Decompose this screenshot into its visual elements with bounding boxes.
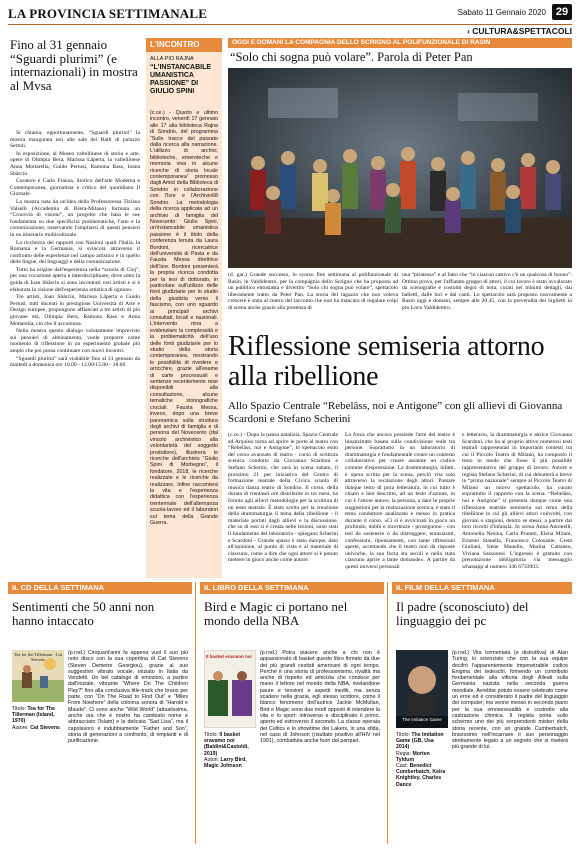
incontro-tag: L'INCONTRO (146, 38, 222, 52)
column-divider (387, 582, 388, 844)
theater-kicker: OGGI E DOMANI LA COMPAGNIA DELLO SCRIGNO AL POLIFUNZIONALE DI RASIN (228, 38, 572, 48)
main-article-deck: Allo Spazio Centrale “Rebelâss, noi e Antigone” con gli allievi di Giovanna Scardoni e Stefano Scherini (228, 400, 563, 425)
film-review-body: (p.rod.) Vita tormentata (e distruttiva) di Alan Turing, lo scienziato che con la sua equipe decifrò l'apparentemente impenetrabile codice Enigma dei tedeschi, fornendo un contributo fondamentale alla vittoria degli Alleati sulla Germania nazista nella seconda guerra mondiale. Avrebbe potuto essere celebrato come un eroe ed è considerato il padre del linguaggio dei computer; ma venne messo in secondo piano per la sua omosessualità e costretto alla castrazione chimica. Il regista porta sullo schermo uno dei più sorprendenti misteri della storia recente, con un grande Cumberbatch, bravissimo nell'incarnare il suo personaggio strettamente legato a un segreto che si rivelerà più grande di lui. (452, 650, 568, 751)
book-cover (204, 650, 256, 728)
main-article-column-3: e letterario, la drammaturgia e attrice Giovanna Scardoni, che ha al proprio attivo numerosi testi teatrali rappresentati in importanti contesti tra cui il Piccolo Teatro di Milano, ha composto il testo in modo che fosse il più possibile rappresentativo del gruppo di lavoro. Autore e regista Stefano Scherini, di cui debutterà a breve in “prima nazionale” sempre al Piccolo Teatro di Milano un nuovo spettacolo, ha curato soprattutto il rapporto con la scena. “Rebelâss, noi e Antigone” si presenta dunque come una riflessione teatrale semiseria sul tema della ribellione in cui gli allievi attori coinvolti, con giovani o stagioni, dentro se stessi, a partire dai loro ricordi d'infanzia. In scena Anna Antonelli, Antonella Nesina, Carla Pruneti, Elena Milani, Ernesto Stanella, Francesco Colosante, Greta Giuliani, Irene Manello, Marina Cattaneo, Viviana Sassonesi. L'ingresso è gratuito con prenotazione obbligatoria via messaggio whatsapp al numero 346 6733903. (462, 432, 572, 570)
film-meta-title: The Imitation Game (GB, Usa 2014) (396, 732, 444, 751)
stage-photo-image (228, 68, 572, 268)
incontro-kicker: ALLA PIO RAJNA (150, 56, 194, 62)
theater-caption-right-text: una “piratessa” e al fatto che “in ciascun cattivo c'è un qualcosa di buono”. Ottimo prova, per l'affiatato gruppo di attori, il cui lavoro è stato avvalorato da scenografie e costumi degni di nota, curati nei minimi dettagli, dai balletti, dalle luci e dai canti. Lo spettacolo sarà proposto nuovamente a Rasin oggi e domani, sempre alle 20.45, con la prevendita dei biglietti in pro Loco Valdidentro. (402, 272, 572, 311)
cd-review-body: (p.rod.) Cinquant'anni fa appena vuol il suo più noto disco con la sua copertina di Cat Stevens (Steven Demetre Georgiou), grazie al suo suggestivo vibrato vocale, iniziato in Italia da Vendetti. Un bel catalogo di emozioni, a partire dall'iniziale, vibrante “Where Do The Children Play?” fino alla conclusiva title-track che brano per parte, con “On The Road to Find Out” e “Miles From Nowhere” della colonna sonora di “Harold e Maude”. Ci sono anche “Wild World” (attualissima, anche ora che è nostro ha cambiato nome e abbracciato l'Islam) e la delicata “Sad Lisa”, ma il capolavoro è indubbiamente “Father and Son”, storia di generazioni a confronto, di rimpianti e di purificazione. (68, 650, 188, 745)
incontro-box (146, 38, 222, 578)
film-headline: Il padre (sconosciuto) del linguaggio dei pc (396, 599, 529, 628)
book-meta-label-author: Autori: (204, 756, 219, 763)
main-article-column-2: La forza che ancora possiede l'arte del teatro è innanzitutto basata sulla condivisione reale tra persone. Soprattutto in un laboratorio di drammaturgia e fondamentale creare un contesto collaborativo per creare assieme un codice comune d'espressione. La drammaturgia, infatti, è opera scritta per la scena, perciò vita solo attraverso la recitazione degli attori. Passare dunque testo di pura letteratura, in cui tutto è chiaro e ben descritto, ad un testo d'azione, in cui è l'attore autore, la persona, a dare le proprie suggestioni per la realizzazione scenica, è stato il tema conduttore analizzato e messo in pratica durante il corso. «Ci si è avvicinati in gioco un profondo, dubbi e incertezze - proseguono - con tesi da sostenere o da distruggere, entusiasmi, confessioni, ripensamenti, con tante riflessioni aperte, accettando che il teatro non dà risposte univoche, la sua forza sta secoli e nella stata ciascuno aprire a tante domande». A partire da questi universi personali (345, 432, 455, 570)
newspaper-title: LA PROVINCIA SETTIMANALE (8, 6, 208, 21)
masthead (8, 4, 572, 24)
book-meta-label-title: Titolo: (204, 732, 218, 738)
film-meta (396, 732, 448, 788)
book-box (200, 582, 384, 844)
masthead-rule (8, 24, 572, 25)
film-cover (396, 650, 448, 728)
cd-tag: IL CD DELLA SETTIMANA (8, 582, 192, 594)
cd-cover-text: Tea for the Tillerman · Cat Stevens (13, 652, 63, 662)
paragraph: Si chiama, opportunamente, “Sguardi plurimi” la mostra inaugurata ieri alle sale dei Balli di palazzo Sertoli. (10, 130, 140, 150)
main-article-headline: Riflessione semiseria attorno alla ribellione (228, 331, 545, 392)
theater-headline: “Solo chi sogna può volare”. Parola di Peter Pan (230, 50, 473, 64)
film-meta-label-director: Regia: (396, 750, 411, 757)
book-meta-title: Il basket eravamo noi (Baldini&Castoldi, 2019) (204, 732, 249, 757)
theater-caption-left (228, 272, 398, 322)
incontro-body: (c.ce.) - Quarto e ultimo incontro, venerdì 17 gennaio alle 17 alla biblioteca Rajna di Sondrio, del programma “Sulle tracce del passato dalla ricerca alla narrazione. L'utilizzo di archivi, biblioteche, emeroteche e memoria viva in alcune ricerche di storia locale contemporanea” promosso dagli Amici della Biblioteca di Sondrio in collaborazione con l'Isre e l'Archivio68 Sondrio. La metodologia della ricerca applicata ad un archivio di famiglia del Novecento: Giulio Spini, un'instancabile umanistica passione è il titolo della conferenza tenuta da Laura Bordoni, ricercatrice dell'università di Pavia e da Fausta Messa direttrice dell'Isre. Bordoni presenterà la propria ricerca condotta per la tesi di dottorato, in particolare sull'utilizzo delle fonti giudiziarie per lo studio della giustizia verso il fascismo, con uno sguardo ai principali archivi consultati, locali e nazionali. L'intervento mira a evidenziare la complessità e la problematicità dell'uso delle fonti giudiziarie per lo studio della storia contemporanea, mostrando le possibilità di rivedere e arricchire, grazie all'esame di carte processuali e sentenze recentemente rese disponibili alla consultazione, alcune tematiche storiografiche cruciali. Fausta Messa, invece, dopo una breve panoramica sulla struttura degli archivi di famiglia e di persona del Novecento (dal vincolo archivistico alla volontarietà del soggetto produttore), illustrerà le ricerche dell'archivio “Giulio Spini di Morbegno”, il fondatore, 2018, le ricerche realizzate e le ricerche da realizzare. Infine racconterà la vita e l'esperienza didattica con l'esperienza trentennale dell'alternanza scuola-lavoro ed il laboratori sul tema della Grande Guerra. (150, 110, 218, 526)
book-cover-text: Il basket eravamo noi (206, 654, 252, 659)
book-tag: IL LIBRO DELLA SETTIMANA (200, 582, 384, 594)
left-article-headline: Fino al 31 gennaio “Sguardi plurimi” (e internazionali) in mostra al Mvsa (10, 37, 138, 93)
film-meta-cast: Benedict Cumberbatch, Keira Knightley, Charles Dance (396, 763, 446, 788)
paragraph: “Sguardi plurimi” sarà visitabile fino al 31 gennaio da martedì a domenica ore 10.00 - 12.00/15.00 - 18.00. (10, 355, 140, 369)
film-tag: IL FILM DELLA SETTIMANA (392, 582, 572, 594)
theater-caption-left-text: (d. gar.) Grande successo, lo scorso fine settimana al polifunzionale di Rasin, in Valdidentro, per la compagnia dello Scrigno che ha proposto ad un pubblico entusiasta e divertito “Solo chi sogna può volare”, spettacolo liberamente tratto da Peter Pan. La storia del ragazzo che non voleva crescere è stata al centro del racconto che non ha mancato di regalare colpi di scena anche grazie alla presenza di (228, 272, 398, 311)
incontro-title: “L'INSTANCABILE UMANISTICA PASSIONE” DI GIULIO SPINI (150, 64, 212, 95)
page-number: 29 (552, 4, 572, 20)
left-article-body (10, 130, 140, 576)
paragraph: Tre artisti, Ioan Sbârciu, Marissa Lâperta e Guido Pertusi, tutti docenti in prestigiose Università di Arte e Design europee, propongono affiancati a tre artisti di più giovane età, Olimpia Bera, Ramona Rass e Anna Mottarella, ciò che li accomuna. (10, 294, 140, 327)
issue-date: Sabato 11 Gennaio 2020 (457, 8, 546, 17)
film-cover-text: The Imitation Game (402, 717, 442, 722)
film-box (392, 582, 572, 844)
book-meta (204, 732, 256, 769)
column-divider (195, 582, 196, 844)
cd-meta-author: Cat Stevens (30, 724, 60, 731)
cd-meta (12, 706, 64, 731)
theater-caption-right (402, 272, 572, 322)
book-meta-author: Larry Bird, Magic Johnson (204, 756, 247, 770)
film-meta-label-cast: Cast: (396, 763, 409, 770)
cd-box (8, 582, 192, 844)
paragraph: La ricchezza dei rapporti con Nazioni quali l'Italia, la Romania e la Germania, si svincola attraverso il confronto delle esperienze nel campo artistico e in quello delle lingue, dei linguaggi e della comunicazione. (10, 239, 140, 266)
film-meta-director: Morten Tyldum (396, 750, 430, 763)
paragraph: Nella mostra questo dialogo volutamente imprevisto sui pensieri di abbinamento, vuole proporre come momento di riflessione in un esperimento globale più ampio che poi possa continuare con nuovi incontri. (10, 328, 140, 354)
book-review-body: (p.rod.) Potra piacere anche a chi non è appassionato di basket questo libro firmato da due dei più grandi cestisti americani di ogni tempo. Perché è una storia di professionismo, rivalità ma anche di rispetto ed amicizia che conduce per mano il lettore nel mondo della NBA, rivelandone paure e tensioni e aspetti inediti, ma senza scadere nella grazia, egli stesso scrittore, come il bianco fenomeno dell'autrice Jackie McMullan, Bird e Magic sono due modi opposti di intendere la vita e lo sport: introverso e disciplinato il primo, aperto ed estroverso il secondo. La classe operaia dei Celtics e lo showtime dei Lakers, in una sfida, nel caso di Johnson (risultato positivo all'HIV nel 1991), combattuta anche fuori dal parquet. (260, 650, 380, 745)
cd-headline: Sentimenti che 50 anni non hanno intaccato (12, 599, 155, 628)
paragraph: La mostra nata da un'idea della Professoressa Tiziana Valselli (Accademia di Brera-Milano) formula un “Crocevia di visioni”, un progetto che basa le sue fondamenta su due specificità problematiche, l'arte e la comunicazione, osservando l'ampliarsi di questi pensieri in un itinerario multiculturale. (10, 198, 140, 238)
cd-meta-label-author: Autore: (12, 724, 29, 731)
paragraph: In esposizione, al Museo valtellinese di storia e arte, opere di Olimpia Bera, Marissa Lâperta, la valtellinese Anna Mottarella, Guido Pertusi, Ramona Rass, Ioana Sbârciu. (10, 150, 140, 177)
film-meta-label-title: Titolo: (396, 732, 410, 738)
theater-photo (228, 68, 572, 268)
cd-meta-label-title: Titolo: (12, 706, 26, 712)
cd-meta-title: Tea for The Tillerman (Island, 1970) (12, 706, 55, 725)
paragraph: Curatore è Carlo Franza, Storico dell'arte Moderna e Contemporanea, giornalista e critico del quotidiano Il Giornale. (10, 178, 140, 198)
main-article-column-1: (c.ce.) - Dopo la pausa natalizia, Spazio Centrale ad Arquino torna ad aprire le porte al teatro con “Rebelâss, noi e Antigone”, lo spettacolo esito del corso avanzato di teatro - corso di scrittura scenica condotto da Giovanna Scardoni e Stefano Scherini, che sarà in scena sabato, il prossimo 21 per iniziativa del Centro di formazione teatrale della Civica scuola di musica danza teatro di Sondrio. Il corso, della durata di trentasei ore distribuite in tre mesi, ha fornito agli allievi metodologie per la scrittura di un testo teatrale. È stato scelto per la creazione della drammaturgia il tema della ribellione - il materiale portati dagli allievi e la discussione, che su di essi si è creata nelle lezioni, sono stati il fondamento del laboratorio - spiegano Scherini e Scardoni - Grande spazio è stato dunque, dato all'opinione, al punto di vista e al materiale di ciascuno, come a dire che ogni attore si è potuto mettere in gioco anche come autore. (228, 432, 338, 564)
paragraph: Tutto ha origine dall'esperienza nella “scuola di Cluj”, per una vocazione aperta e interdisciplinare, dove sotto la guida di Ioan Sbârciu si sono incontrati vari artisti e si è elaborata la visione dell'esperienza artistica di ognuno. (10, 266, 140, 293)
book-cover-image (204, 650, 256, 728)
book-headline: Bird e Magic ci portano nel mondo della NBA (204, 599, 348, 628)
section-label: › CULTURA&SPETTACOLI (467, 26, 572, 36)
